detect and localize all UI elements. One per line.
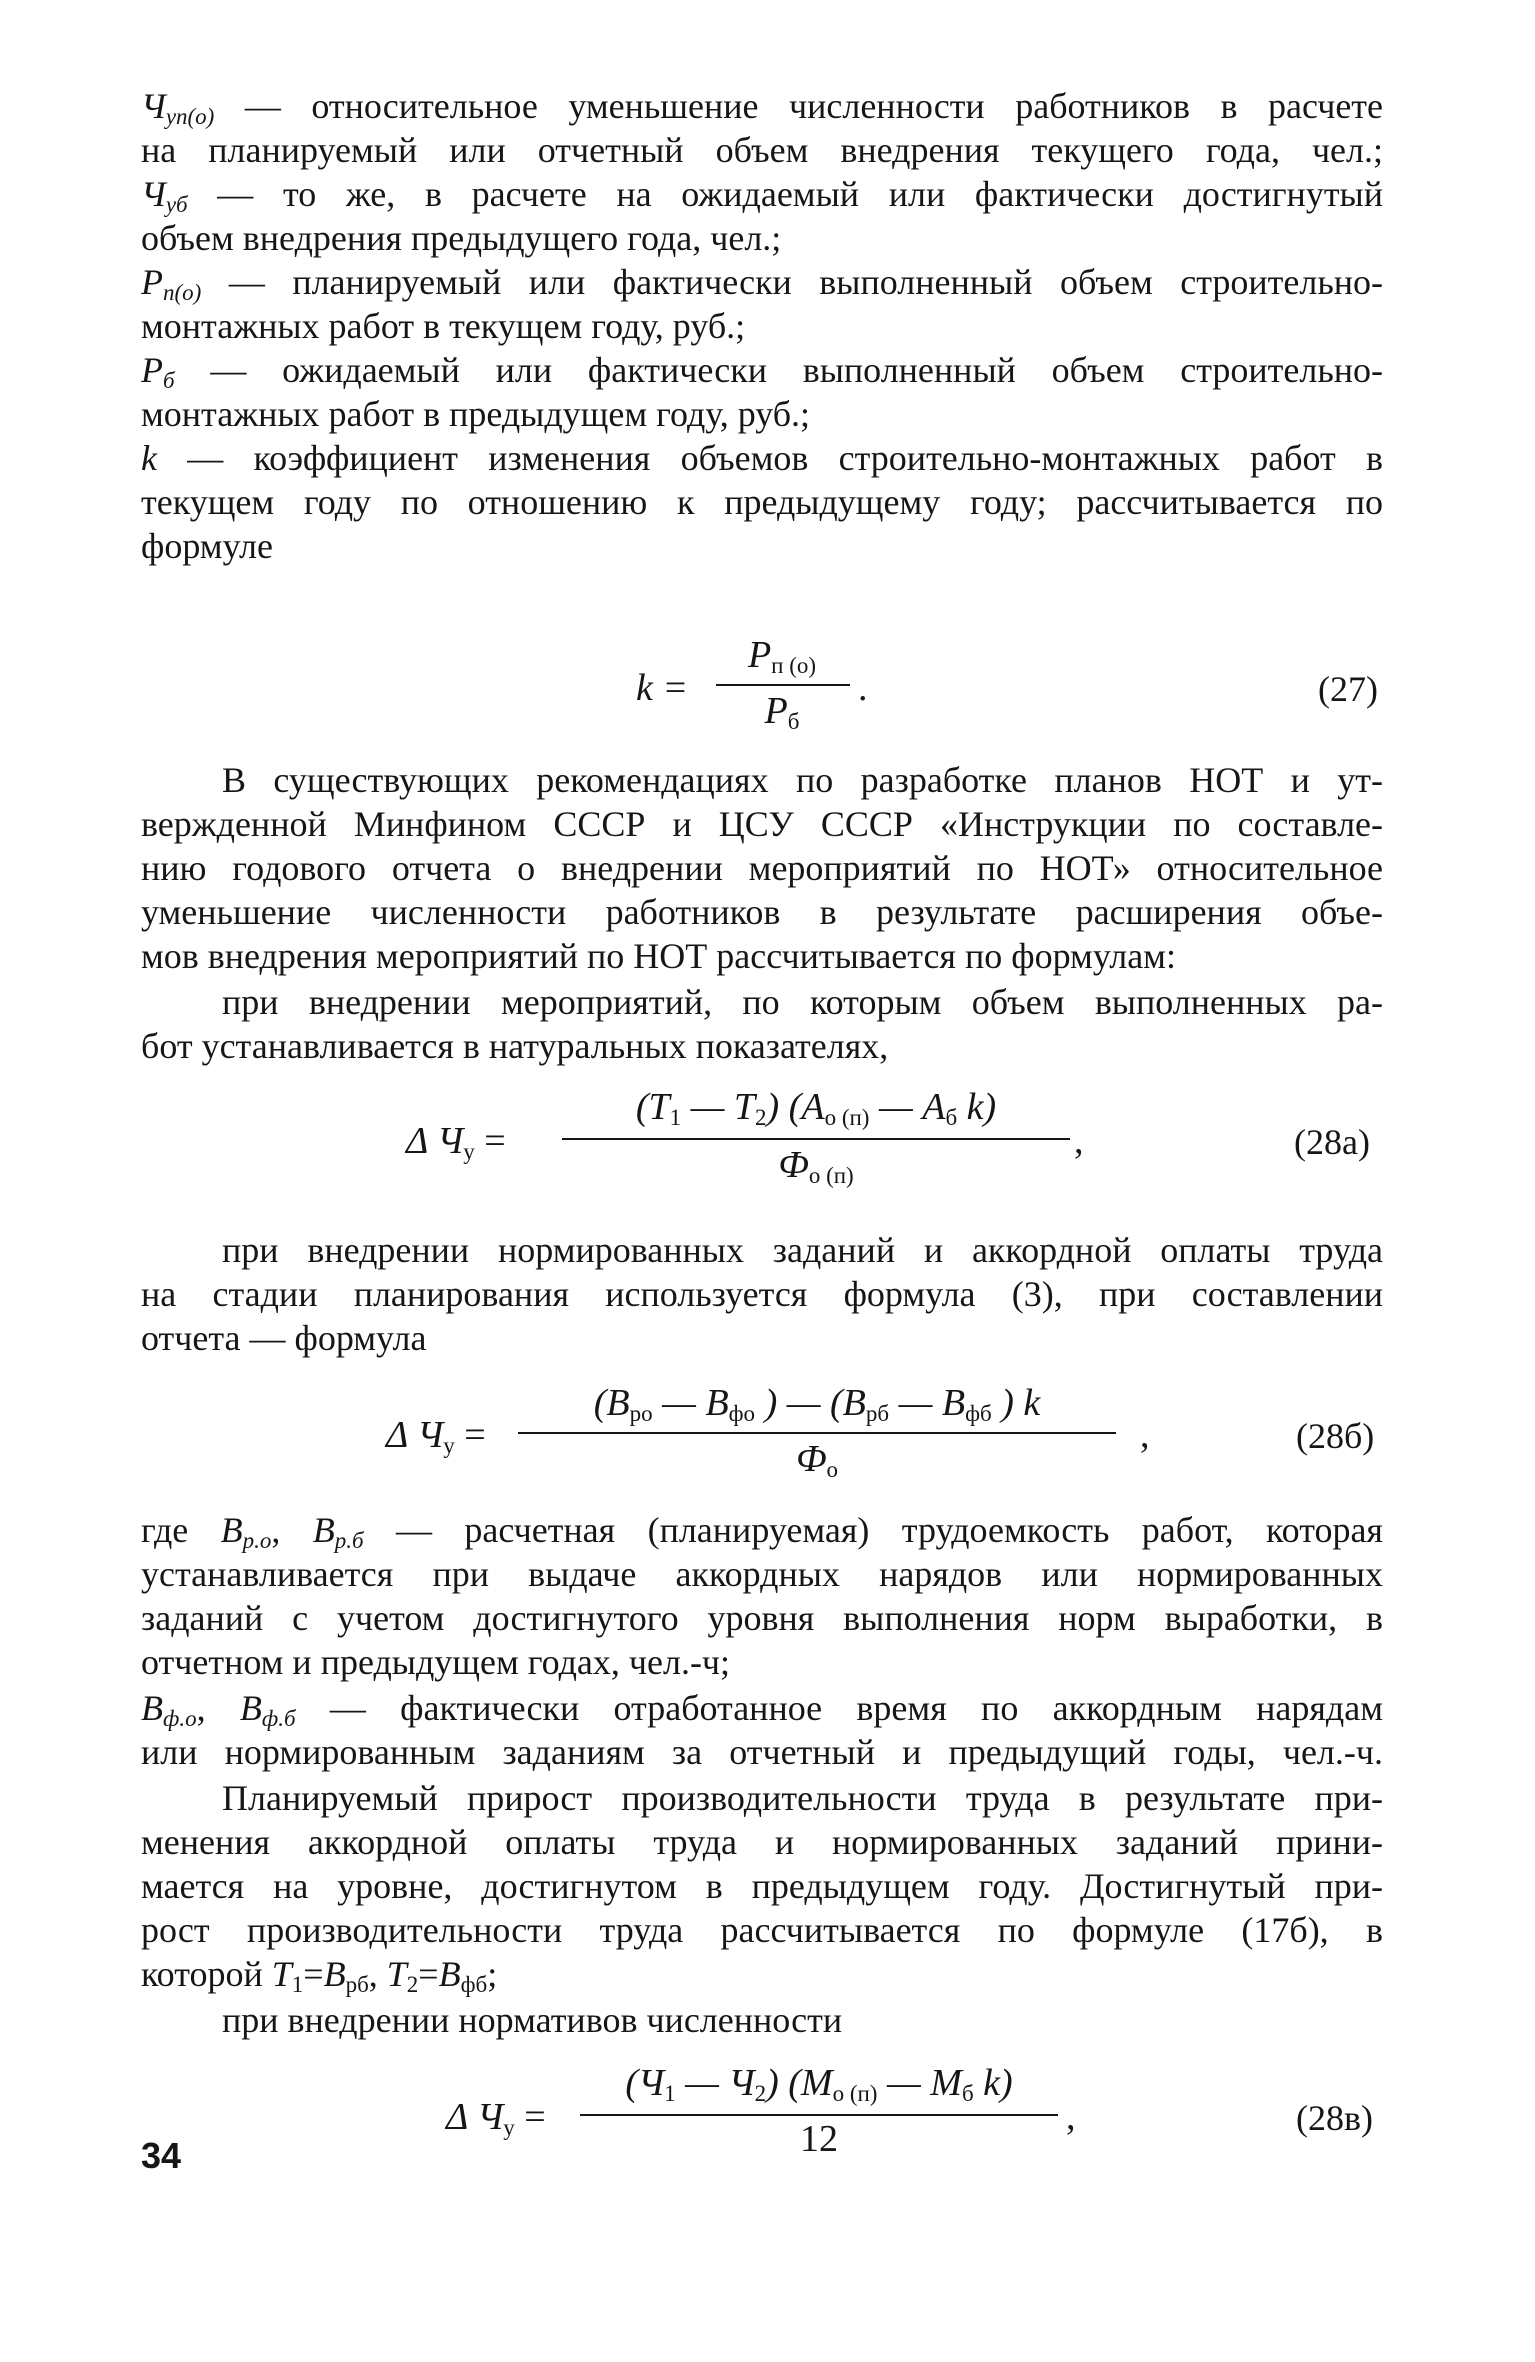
var-b-fo: $В_{ф.о}$ <box>141 1688 197 1731</box>
formula-27-numerator: $Р_{п (о)}$ <box>747 634 817 678</box>
para4-line2: менения аккордной оплаты труда и нормированных заданий прини- <box>141 1822 1383 1862</box>
where-line1: где $В_{р.о}$, $В_{р.б}$ — расчетная (планируемая) трудоемкость работ, которая <box>141 1510 1383 1553</box>
def-p-b-line1: $Р_б$ — ожидаемый или фактически выполненный объем строительно- <box>141 350 1384 393</box>
formula-28a-tail: , <box>1074 1120 1084 1162</box>
para4-line1: Планируемый прирост производительности труда в результате при- <box>222 1778 1383 1818</box>
var-k: k <box>141 438 157 478</box>
para1-line5: мов внедрения мероприятий по НОТ рассчитывается по формулам: <box>141 936 1176 976</box>
def-chu-p-line1: $Ч_{уп(о)}$ — относительное уменьшение численности работников в расчете <box>141 86 1384 129</box>
def-chu-p-line2: на планируемый или отчетный объем внедрения текущего года, чел.; <box>141 130 1383 170</box>
para1-line2: вержденной Минфином СССР и ЦСУ СССР «Инструкции по составле- <box>141 804 1383 844</box>
var-chu-b: $Ч_{уб}$ <box>141 174 188 217</box>
formula-28a-denominator: $Ф_{о (п)}$ <box>778 1144 854 1188</box>
def-k-line1: k — коэффициент изменения объемов строительно-монтажных работ в <box>141 438 1383 478</box>
formula-28b-fraction-bar <box>518 1432 1116 1434</box>
where-line4: отчетном и предыдущем годах, чел.-ч; <box>141 1642 731 1682</box>
formula-28b-denominator: $Ф_о$ <box>795 1438 839 1482</box>
formula-28v-denominator: 12 <box>800 2118 838 2160</box>
para4-line5: которой $T_1=В_{рб}$, $T_2=В_{фб}$; <box>141 1954 498 1997</box>
para5-line1: при внедрении нормативов численности <box>222 2000 843 2040</box>
def-p-p-line2: монтажных работ в текущем году, руб.; <box>141 306 746 346</box>
var-b-fb: $В_{ф.б}$ <box>239 1688 296 1731</box>
para1-line3: нию годового отчета о внедрении мероприятий по НОТ» относительное <box>141 848 1383 888</box>
where-line6: или нормированным заданиям за отчетный и предыдущий годы, чел.-ч. <box>141 1732 1383 1772</box>
formula-27-fraction-bar <box>716 684 850 686</box>
para3-line1: при внедрении нормированных заданий и аккордной оплаты труда <box>222 1230 1383 1270</box>
para4-line4: рост производительности труда рассчитывается по формуле (17б), в <box>141 1910 1383 1950</box>
var-b-rb: $В_{р.б}$ <box>312 1510 364 1553</box>
para2-line2: бот устанавливается в натуральных показателях, <box>141 1026 889 1066</box>
var-chu-p: $Ч_{уп(о)}$ <box>141 86 215 129</box>
formula-28a-fraction-bar <box>562 1138 1070 1140</box>
formula-28a-numerator: ($T_1$ — $T_2$) ($A_{о (п)}$ — $A_б$ k) <box>635 1086 997 1130</box>
def-p-p-line1: $Р_{п(о)}$ — планируемый или фактически выполненный объем строительно- <box>141 262 1384 305</box>
formula-28v-tail: , <box>1066 2096 1076 2138</box>
var-p-b: $Р_б$ <box>141 350 175 393</box>
formula-28a-number: (28а) <box>1294 1122 1370 1162</box>
where-line3: заданий с учетом достигнутого уровня выполнения норм выработки, в <box>141 1598 1383 1638</box>
formula-28v-lhs: Δ $Ч_у$ = <box>446 2096 546 2140</box>
formula-27-denominator: $Р_б$ <box>764 690 800 734</box>
formula-28b-lhs: Δ $Ч_у$ = <box>386 1414 486 1458</box>
page-number: 34 <box>141 2135 182 2176</box>
para1-line4: уменьшение численности работников в результате расширения объе- <box>141 892 1383 932</box>
para1-line1: В существующих рекомендациях по разработке планов НОТ и ут- <box>222 760 1383 800</box>
formula-27-number: (27) <box>1318 669 1378 709</box>
formula-28b-tail: , <box>1140 1414 1150 1456</box>
var-p-p: $Р_{п(о)}$ <box>141 262 202 305</box>
def-chu-b-line2: объем внедрения предыдущего года, чел.; <box>141 218 782 258</box>
def-chu-b-line1: $Ч_{уб}$ — то же, в расчете на ожидаемый или фактически достигнутый <box>141 174 1384 217</box>
formula-28a-lhs: Δ $Ч_у$ = <box>406 1120 506 1164</box>
where-line5: $В_{ф.о}$, $В_{ф.б}$ — фактически отработанное время по аккордным нарядам <box>141 1688 1384 1731</box>
formula-28b-numerator: ($В_{ро}$ — $В_{фо}$ ) — ($В_{рб}$ — $В_{фб}$ ) k <box>593 1382 1041 1426</box>
where-line2: устанавливается при выдаче аккордных нарядов или нормированных <box>141 1554 1383 1594</box>
para4-line3: мается на уровне, достигнутом в предыдущем году. Достигнутый при- <box>141 1866 1383 1906</box>
def-k-line3: формуле <box>141 526 273 566</box>
para2-line1: при внедрении мероприятий, по которым объем выполненных ра- <box>222 982 1383 1022</box>
para3-line3: отчета — формула <box>141 1318 427 1358</box>
formula-28v-numerator: ($Ч_1$ — $Ч_2$) ($М_{о (п)}$ — $М_б$ k) <box>625 2062 1013 2106</box>
formula-27-tail: . <box>858 667 868 709</box>
formula-28v-number: (28в) <box>1296 2098 1373 2138</box>
formula-27-lhs: k = <box>636 667 689 709</box>
def-p-b-line2: монтажных работ в предыдущем году, руб.; <box>141 394 811 434</box>
formula-28b-number: (28б) <box>1296 1416 1375 1456</box>
var-b-ro: $В_{р.о}$ <box>220 1510 272 1553</box>
def-k-line2: текущем году по отношению к предыдущему году; рассчитывается по <box>141 482 1383 522</box>
para3-line2: на стадии планирования используется формула (3), при составлении <box>141 1274 1383 1314</box>
